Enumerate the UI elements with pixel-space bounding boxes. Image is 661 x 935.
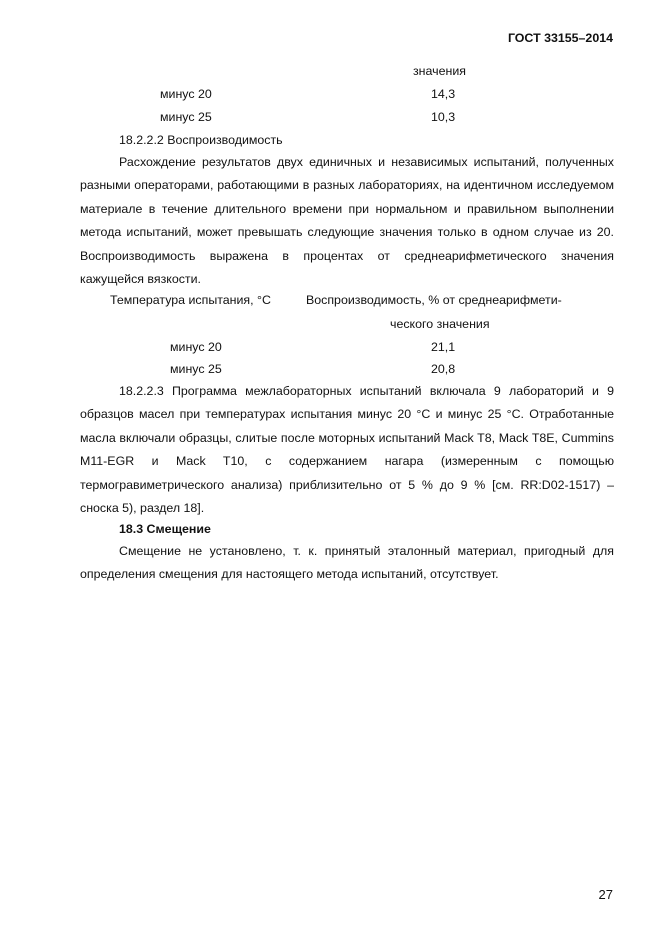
paragraph-bias: Смещение не установлено, т. к. принятый эталонный материал, пригодный для определения смещения для настоящего метода испытаний, отсутствует. — [80, 544, 614, 582]
table-row-temperature: минус 25 — [170, 362, 222, 376]
table-row-temperature: минус 20 — [160, 87, 212, 101]
table-row-value: 20,8 — [431, 362, 456, 376]
table-column-header-reproducibility-cont: ческого значения — [390, 317, 490, 331]
document-standard-header: ГОСТ 33155–2014 — [507, 31, 613, 45]
page-number: 27 — [598, 887, 613, 902]
paragraph-interlab-program: 18.2.2.3 Программа межлабораторных испытаний включала 9 лабораторий и 9 образцов масел при температурах испытания минус 20 °С и минус 25 °С. Отработанные масла включали образцы, слитые после моторных испытаний Mack T8, Mack T8E, Cummins M11-EGR и Mack T10, с содержанием нагара (измеренным с помощью термогравиметрического анализа) приблизительно от 5 % до 9 % [см. RR:D02-1517) – сноска 5), раздел 18]. — [80, 384, 614, 516]
paragraph-reproducibility: Расхождение результатов двух единичных и независимых испытаний, полученных разными операторами, работающими в разных лабораториях, на идентичном исследуемом материале в течение длительного времени при нормальном и правильном выполнении метода испытаний, может превышать следующие значения только в одном случае из 20. Воспроизводимость выражена в процентах от среднеарифметического значения кажущейся вязкости. — [80, 155, 614, 287]
table-column-header-temperature: Температура испытания, °С — [110, 293, 271, 307]
section-heading-bias: 18.3 Смещение — [119, 522, 211, 536]
table-header-continuation: значения — [413, 64, 466, 78]
table-row-temperature: минус 25 — [160, 110, 212, 124]
table-row-value: 21,1 — [431, 340, 456, 354]
table-row-value: 10,3 — [431, 110, 456, 124]
table-column-header-reproducibility: Воспроизводимость, % от среднеарифмети- — [306, 293, 562, 307]
table-row-temperature: минус 20 — [170, 340, 222, 354]
table-row-value: 14,3 — [431, 87, 456, 101]
section-heading-reproducibility: 18.2.2.2 Воспроизводимость — [119, 133, 283, 147]
